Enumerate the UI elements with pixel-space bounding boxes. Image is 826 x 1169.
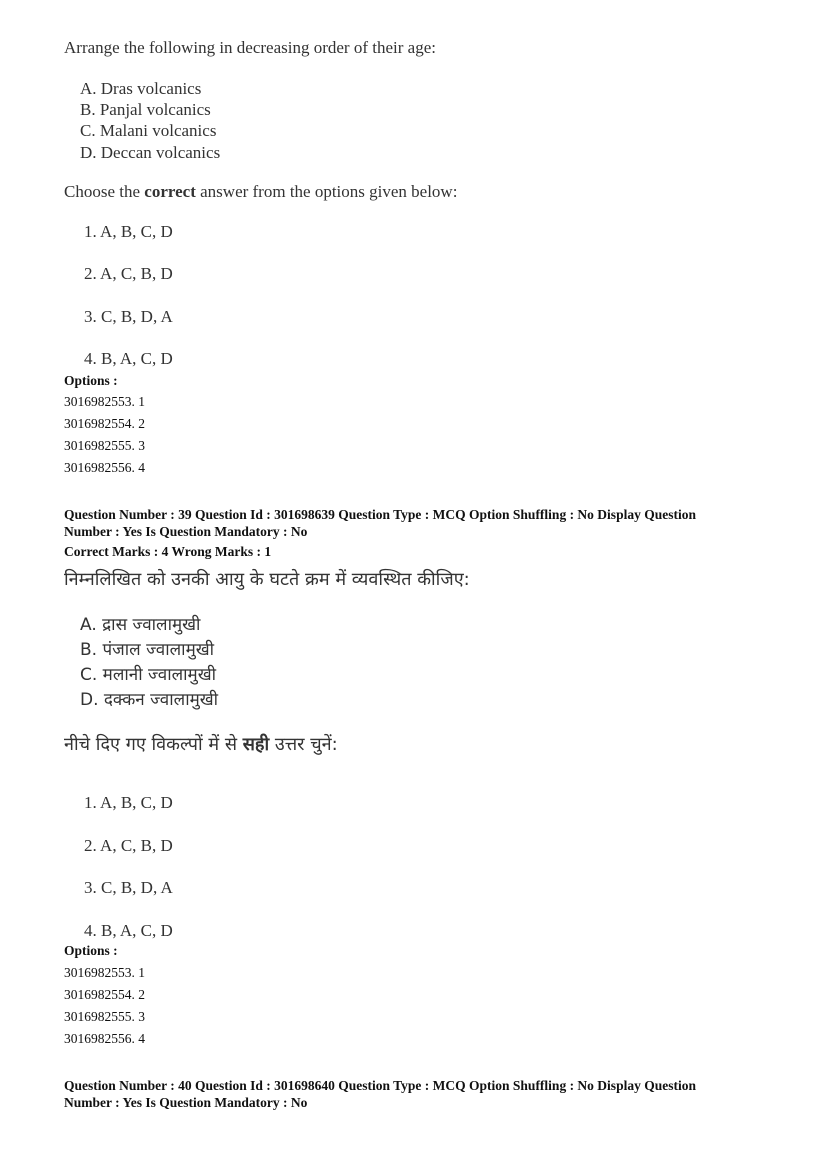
choose-instruction	[64, 182, 457, 202]
choose-hi-bold: सही	[242, 734, 270, 755]
choose-instruction-hindi	[64, 732, 338, 756]
answer-choice: 4. B, A, C, D	[84, 349, 173, 368]
list-item: C. Malani volcanics	[80, 121, 217, 140]
option-id: 3016982554. 2	[64, 416, 145, 431]
question-header-cont: Number : Yes Is Question Mandatory : No	[64, 1095, 308, 1110]
option-id: 3016982553. 1	[64, 965, 145, 980]
list-item: A. Dras volcanics	[80, 79, 202, 98]
answer-choice: 4. B, A, C, D	[84, 921, 173, 940]
option-id: 3016982553. 1	[64, 394, 145, 409]
answer-choice: 2. A, C, B, D	[84, 264, 173, 283]
question-header-cont: Number : Yes Is Question Mandatory : No	[64, 524, 308, 539]
list-item: A. द्रास ज्वालामुखी	[80, 615, 201, 635]
list-item: B. Panjal volcanics	[80, 100, 211, 119]
list-item: D. दक्कन ज्वालामुखी	[80, 690, 219, 710]
answer-choice: 2. A, C, B, D	[84, 836, 173, 855]
choose-suffix: answer from the options given below:	[195, 182, 458, 201]
list-item: C. मलानी ज्वालामुखी	[80, 665, 216, 685]
choose-prefix: Choose the	[64, 182, 145, 201]
answer-choice: 1. A, B, C, D	[84, 793, 173, 812]
answer-choice: 3. C, B, D, A	[84, 307, 173, 326]
marks-line: Correct Marks : 4 Wrong Marks : 1	[64, 544, 272, 559]
answer-choice: 1. A, B, C, D	[84, 222, 173, 241]
option-id: 3016982556. 4	[64, 460, 145, 475]
choose-bold: correct	[144, 182, 196, 201]
question-text: Arrange the following in decreasing order of their age:	[64, 38, 436, 57]
option-id: 3016982555. 3	[64, 438, 145, 453]
option-id: 3016982554. 2	[64, 987, 145, 1002]
list-item: D. Deccan volcanics	[80, 143, 221, 162]
question-text-hindi: निम्नलिखित को उनकी आयु के घटते क्रम में व्यवस्थित कीजिए:	[64, 569, 470, 590]
answer-choice: 3. C, B, D, A	[84, 878, 173, 897]
choose-hi-prefix: नीचे दिए गए विकल्पों में से	[64, 734, 243, 755]
list-item: B. पंजाल ज्वालामुखी	[80, 640, 215, 660]
choose-hi-suffix: उत्तर चुनें:	[269, 734, 338, 755]
options-label: Options :	[64, 373, 118, 388]
option-id: 3016982556. 4	[64, 1031, 145, 1046]
option-id: 3016982555. 3	[64, 1009, 145, 1024]
question-header: Question Number : 39 Question Id : 301698639 Question Type : MCQ Option Shuffling : No Display Question	[64, 507, 696, 522]
question-header: Question Number : 40 Question Id : 301698640 Question Type : MCQ Option Shuffling : No Display Question	[64, 1078, 696, 1093]
options-label: Options :	[64, 943, 118, 958]
